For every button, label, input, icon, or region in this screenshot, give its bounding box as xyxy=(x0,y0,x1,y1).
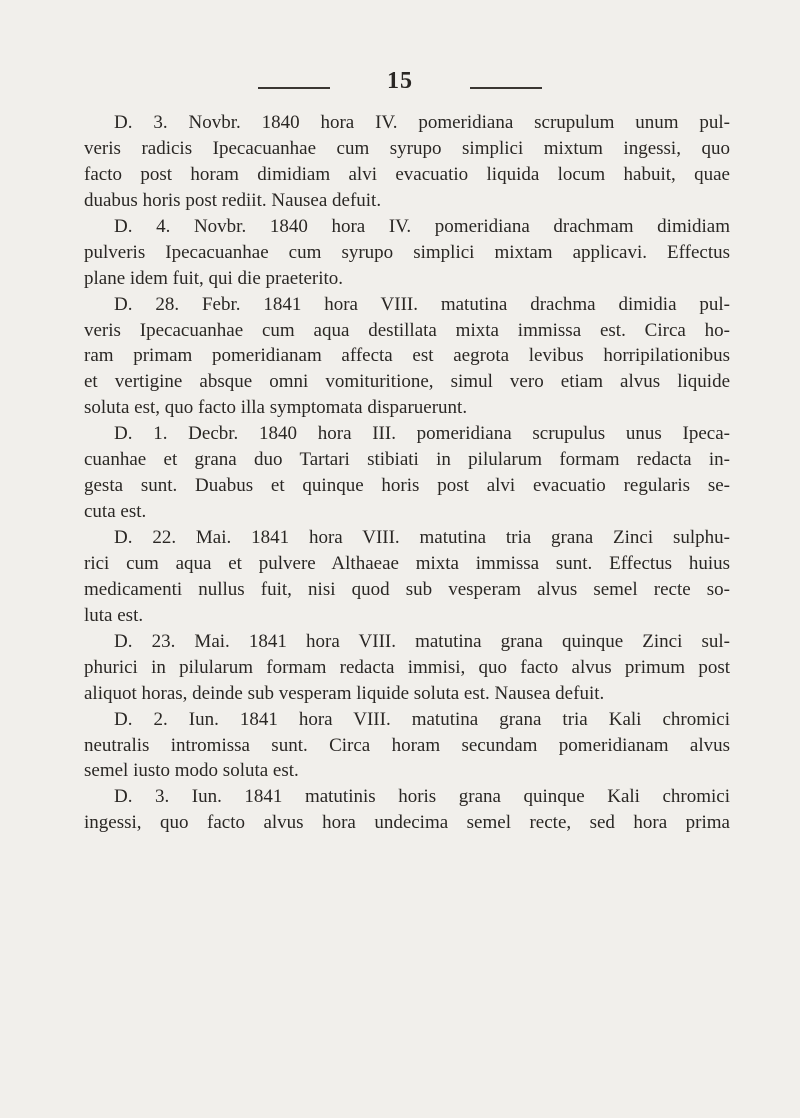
text-line: cuanhae et grana duo Tartari stibiati in pilularum formam redacta in- xyxy=(84,449,730,471)
journal-entry xyxy=(84,214,730,292)
journal-entry xyxy=(84,292,730,422)
text-line: veris Ipecacuanhae cum aqua destillata mixta immissa est. Circa ho- xyxy=(84,319,730,341)
text-line: veris radicis Ipecacuanhae cum syrupo simplici mixtum ingessi, quo xyxy=(84,137,730,159)
text-line: D. 4. Novbr. 1840 hora IV. pomeridiana drachmam dimidiam xyxy=(114,215,730,237)
text-line: ingessi, quo facto alvus hora undecima semel recte, sed hora prima xyxy=(84,812,730,834)
text-line: neutralis intromissa sunt. Circa horam secundam pomeridianam alvus xyxy=(84,734,730,756)
text-line: medicamenti nullus fuit, nisi quod sub vesperam alvus semel recte so- xyxy=(84,578,730,600)
text-line: luta est. xyxy=(84,604,144,626)
header-rule-right xyxy=(470,87,542,89)
text-line: ram primam pomeridianam affecta est aegrota levibus horripilationibus xyxy=(84,345,730,367)
text-line: D. 23. Mai. 1841 hora VIII. matutina grana quinque Zinci sul- xyxy=(114,630,730,652)
page-number: 15 xyxy=(387,68,413,94)
text-line: rici cum aqua et pulvere Althaeae mixta immissa sunt. Effectus huius xyxy=(84,552,730,574)
text-line: D. 3. Iun. 1841 matutinis horis grana quinque Kali chromici xyxy=(114,786,730,808)
text-line: soluta est, quo facto illa symptomata disparuerunt. xyxy=(84,397,468,419)
text-line: D. 1. Decbr. 1840 hora III. pomeridiana scrupulus unus Ipeca- xyxy=(114,423,730,445)
page-header xyxy=(0,68,800,98)
journal-entry xyxy=(84,784,730,836)
text-line: D. 28. Febr. 1841 hora VIII. matutina drachma dimidia pul- xyxy=(114,293,730,315)
text-line: et vertigine absque omni vomituritione, simul vero etiam alvus liquide xyxy=(84,371,730,393)
text-line: facto post horam dimidiam alvi evacuatio liquida locum habuit, quae xyxy=(84,163,730,185)
text-line: gesta sunt. Duabus et quinque horis post alvi evacuatio regularis se- xyxy=(84,475,730,497)
text-line: cuta est. xyxy=(84,501,147,523)
text-line: semel iusto modo soluta est. xyxy=(84,760,299,782)
journal-entry xyxy=(84,707,730,785)
text-line: D. 2. Iun. 1841 hora VIII. matutina grana tria Kali chromici xyxy=(114,708,730,730)
text-line: aliquot horas, deinde sub vesperam liquide soluta est. Nausea defuit. xyxy=(84,682,605,704)
text-line: duabus horis post rediit. Nausea defuit. xyxy=(84,189,382,211)
journal-entry xyxy=(84,110,730,214)
text-line: D. 22. Mai. 1841 hora VIII. matutina tria grana Zinci sulphu- xyxy=(114,527,730,548)
text-line: D. 3. Novbr. 1840 hora IV. pomeridiana scrupulum unum pul- xyxy=(114,112,730,133)
text-line: pulveris Ipecacuanhae cum syrupo simplici mixtam applicavi. Effectus xyxy=(84,241,730,263)
journal-entry xyxy=(84,525,730,629)
text-line: plane idem fuit, qui die praeterito. xyxy=(84,267,344,289)
body-text xyxy=(84,110,730,836)
journal-entry xyxy=(84,421,730,525)
text-line: phurici in pilularum formam redacta immisi, quo facto alvus primum post xyxy=(84,656,730,678)
journal-entry xyxy=(84,629,730,707)
